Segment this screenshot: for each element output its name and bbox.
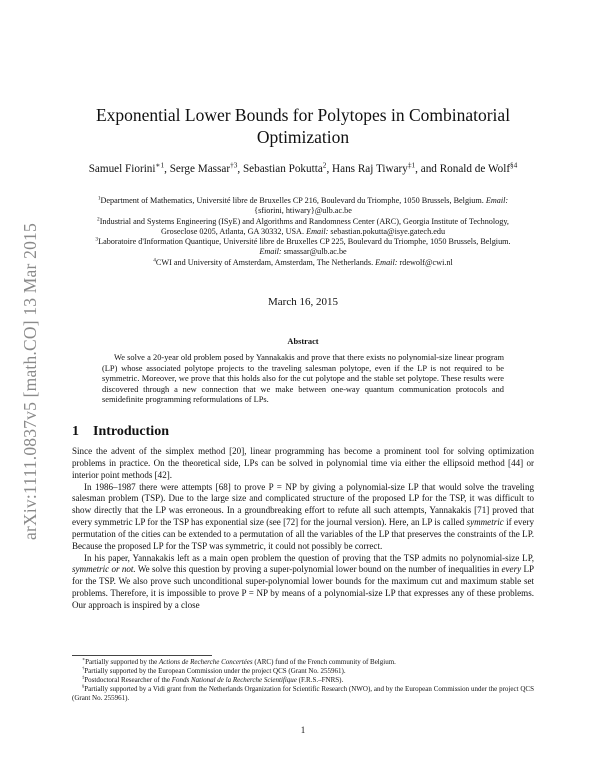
affiliation: $^4$CWI and University of Amsterdam, Amsterdam, The Netherlands. Email: rdewolf@cwi.nl (153, 257, 453, 267)
affiliation: $^3$Laboratoire d'Information Quantique, Université libre de Bruxelles CP 225, Boulevard du Triomphe, 1050 Brussels, Belgium. Email: smassar@ulb.ac.be (95, 236, 511, 257)
affiliation: $^1$Department of Mathematics, Université libre de Bruxelles CP 216, Boulevard du Triomphe, 1050 Brussels, Belgium. Email: {sfiorini, htiwary}@ulb.ac.be (97, 195, 509, 216)
abstract-heading: Abstract (287, 337, 319, 346)
footnote: ∗Partially supported by the Actions de Recherche Concertées (ARC) fund of the French community of Belgium. (82, 656, 396, 666)
author: Hans Raj Tiwary$^{\ddagger 1}$ (332, 161, 416, 175)
paragraph: In 1986–1987 there were attempts [68] to prove P = NP by giving a polynomial-size LP that would solve the traveling salesman problem (TSP). Due to the large size and complicated structure of the proposed LP for the TSP, it was difficult to show directly that the LP was erroneous. In a groundbreaking effort to refute all such attempts, Yannakakis [71] proved that every symmetric LP for the TSP has exponential size (see [72] for the journal version). Here, an LP is called symmetric if every permutation of the cities can be extended to a permutation of all the variables of the LP that preserves the constraints of the LP. Because the proposed LP for the TSP was symmetric, it could not possibly be correct. (72, 481, 534, 551)
arxiv-identifier: arXiv:1111.0837v5 [math.CO] 13 Mar 2015 (20, 223, 40, 540)
author: Serge Massar$^{\dagger 3}$ (169, 161, 238, 175)
footnote: †Partially supported by the European Commission under the project QCS (Grant No. 255961). (82, 665, 346, 675)
author: Samuel Fiorini$^{∗1}$ (88, 161, 165, 175)
affiliations (86, 196, 520, 268)
author: Sebastian Pokutta$^2$ (242, 161, 327, 175)
footnote: ‡Postdoctoral Researcher of the Fonds National de la Recherche Scientifique (F.R.S.–FNRS). (82, 674, 344, 684)
abstract-text: We solve a 20-year old problem posed by Yannakakis and prove that there exists no polynomial-size linear program (LP) whose associated polytope projects to the traveling salesman polytope, even if the LP is not required to be symmetric. Moreover, we prove that this holds also for the cut polytope and the stable set polytope. These results were discovered through a new connection that we make between one-way quantum communication protocols and semidefinite programming reformulations of LPs. (102, 353, 504, 404)
affiliation: $^2$Industrial and Systems Engineering (ISyE) and Algorithms and Randomness Center (ARC), Georgia Institute of Technology, Groseclose 0205, Atlanta, GA 30332, USA. Email: sebastian.pokutta@isye.gatech.edu (97, 215, 509, 236)
author-list: Samuel Fiorini$^{∗1}$, Serge Massar$^{\dagger 3}$, Sebastian Pokutta$^2$, Hans Raj Tiwary$^{\ddagger 1}$, and Ronald de Wolf$^{\S 4}$ (88, 161, 518, 175)
paragraph: Since the advent of the simplex method [20], linear programming has become a prominent tool for solving optimization problems in practice. On the theoretical side, LPs can be solved in polynomial time via either the ellipsoid method [44] or interior point methods [42]. (72, 446, 534, 480)
section-body (72, 446, 534, 612)
page-number: 1 (300, 725, 306, 735)
paper-title: Exponential Lower Bounds for Polytopes in Combinatorial Optimization (95, 105, 511, 147)
author: Ronald de Wolf$^{\S 4}$ (439, 161, 518, 175)
section-heading: 1 Introduction (72, 424, 169, 439)
paragraph: In his paper, Yannakakis left as a main open problem the question of proving that the TSP admits no polynomial-size LP, symmetric or not. We solve this question by proving a super-polynomial lower bound on the number of inequalities in every LP for the TSP. We also prove such unconditional super-polynomial lower bounds for the maximum cut and maximum stable set problems. Therefore, it is impossible to prove P = NP by means of a polynomial-size LP that expresses any of these problems. Our approach is inspired by a close (72, 552, 534, 610)
footnote-rule (72, 655, 212, 656)
footnote: §Partially supported by a Vidi grant from the Netherlands Organization for Scientific Research (NWO), and by the European Commission under the project QCS (Grant No. 255961). (72, 683, 534, 702)
publication-date: March 16, 2015 (268, 296, 338, 308)
footnotes (72, 658, 534, 703)
